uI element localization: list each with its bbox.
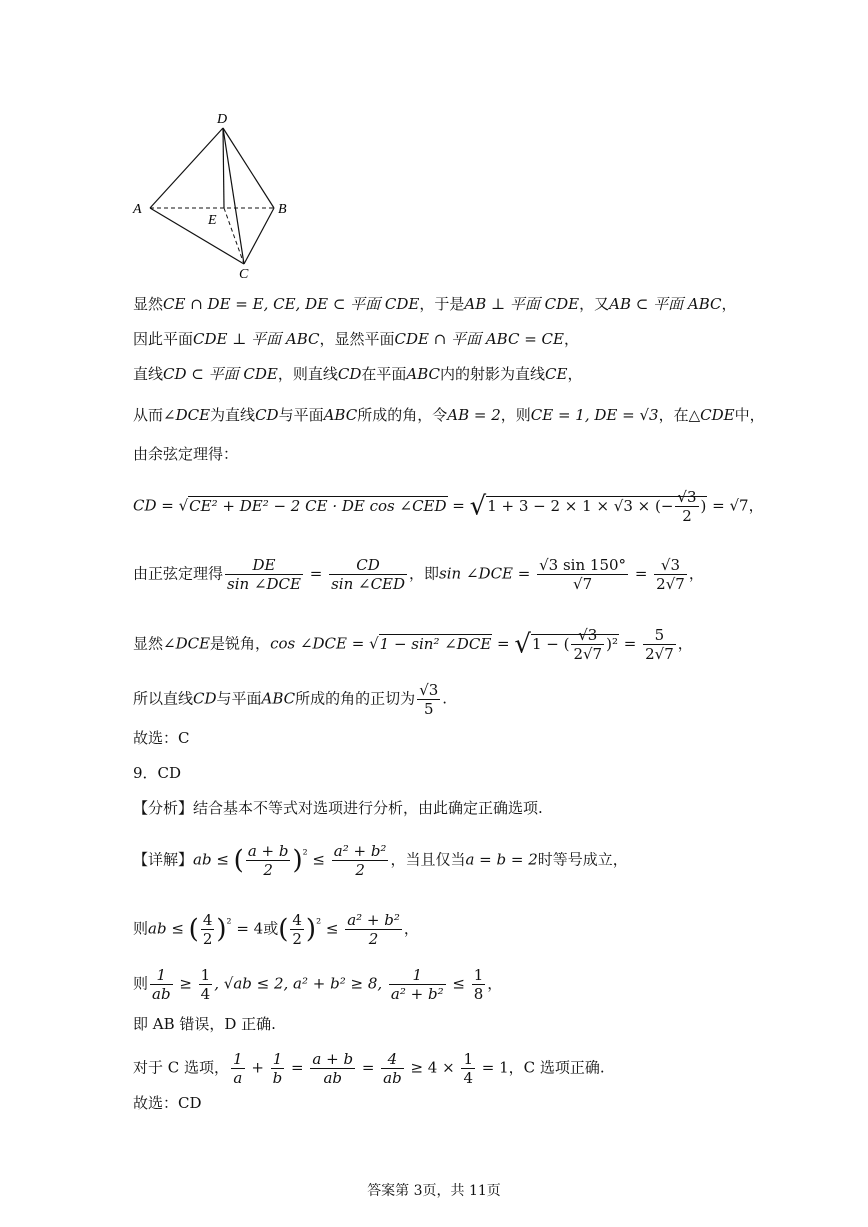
numerator: DE bbox=[225, 556, 303, 575]
t: ， bbox=[403, 919, 419, 938]
text-line-tangent bbox=[133, 681, 447, 718]
numerator: 1 bbox=[473, 966, 484, 984]
question-9-answer bbox=[133, 761, 181, 785]
exponent: ² bbox=[302, 846, 308, 862]
detail-line-2 bbox=[133, 911, 419, 948]
math: CD bbox=[255, 406, 279, 424]
denominator: a bbox=[233, 1069, 243, 1087]
label-b: B bbox=[278, 202, 287, 217]
text-line-2 bbox=[133, 327, 579, 351]
math: ∠DCE bbox=[163, 634, 211, 653]
math: )² bbox=[606, 634, 618, 653]
edge-da bbox=[150, 128, 223, 208]
edge-bc bbox=[244, 208, 274, 264]
denominator: 4 bbox=[200, 985, 211, 1003]
t: 与平面 bbox=[216, 689, 262, 708]
fraction bbox=[643, 626, 676, 663]
formula-sine bbox=[133, 556, 704, 593]
text-line-5 bbox=[133, 442, 238, 466]
t: 时等号成立， bbox=[537, 850, 628, 869]
text-line-4 bbox=[133, 403, 765, 427]
fraction bbox=[345, 911, 402, 948]
denominator: 2 bbox=[368, 930, 379, 948]
paren-right: ) bbox=[305, 914, 317, 945]
math: CE bbox=[545, 365, 568, 383]
detail-line-3 bbox=[133, 966, 502, 1003]
analysis-line bbox=[133, 796, 543, 820]
numerator: 4 bbox=[381, 1050, 404, 1069]
math: ABC bbox=[406, 365, 441, 383]
t: ，则直线 bbox=[277, 365, 338, 383]
numerator: a + b bbox=[247, 842, 289, 860]
sqrt-sign-icon: √ bbox=[514, 629, 531, 660]
denominator: 2 bbox=[202, 930, 213, 948]
t: ，则 bbox=[500, 406, 531, 424]
math: = bbox=[618, 634, 642, 653]
math: = √7， bbox=[707, 496, 764, 515]
fraction bbox=[571, 626, 604, 663]
numerator: a² + b² bbox=[333, 842, 387, 860]
edge-dc bbox=[223, 128, 244, 264]
t: ，显然平面 bbox=[319, 330, 395, 348]
fraction bbox=[310, 1050, 355, 1087]
t: ， bbox=[688, 564, 704, 583]
fraction bbox=[654, 556, 687, 593]
fraction bbox=[461, 1050, 475, 1087]
math: ≤ bbox=[307, 850, 330, 869]
denominator: 8 bbox=[473, 985, 484, 1003]
math: a = b = 2 bbox=[465, 850, 538, 869]
math: + bbox=[246, 1058, 269, 1077]
detail-line-5 bbox=[133, 1050, 605, 1087]
t: ，当且仅当 bbox=[390, 850, 466, 869]
math: 1 − sin² ∠DCE bbox=[379, 634, 492, 653]
math: CD bbox=[337, 365, 362, 383]
t: 对于 C 选项， bbox=[133, 1058, 230, 1077]
math: ∠DCE bbox=[163, 406, 211, 424]
fraction bbox=[537, 556, 628, 593]
sqrt-body bbox=[486, 488, 707, 525]
t: 是锐角， bbox=[210, 634, 271, 653]
t: ，于是 bbox=[419, 295, 465, 313]
denominator: 2 bbox=[263, 861, 273, 879]
paren-left: ( bbox=[278, 914, 289, 945]
math: CE ∩ DE = E, CE, DE ⊂ 平面 CDE bbox=[163, 295, 420, 313]
math: △CDE bbox=[688, 406, 735, 424]
fraction bbox=[271, 1050, 285, 1087]
denominator: sin ∠DCE bbox=[227, 575, 301, 593]
t: 因此平面 bbox=[133, 330, 194, 348]
fraction bbox=[329, 556, 407, 593]
t: ，又 bbox=[579, 295, 610, 313]
exponent: ² bbox=[226, 915, 232, 931]
math: ab ≤ bbox=[193, 850, 234, 869]
tetrahedron-figure bbox=[128, 106, 298, 282]
t: ， bbox=[721, 295, 737, 313]
t: 或 bbox=[263, 919, 279, 938]
numerator: 1 bbox=[233, 1050, 243, 1068]
t: ， bbox=[487, 974, 503, 993]
text-line-1 bbox=[133, 292, 737, 316]
denominator: 2 bbox=[355, 861, 365, 879]
page-footer: 答案第 3页，共 11页 bbox=[367, 1183, 501, 1199]
sqrt-sign-icon: √ bbox=[178, 496, 189, 515]
math: ab ≤ bbox=[148, 919, 189, 938]
numerator: CD bbox=[329, 556, 407, 575]
t: 所成的角，令 bbox=[357, 406, 448, 424]
math: = bbox=[357, 1058, 380, 1077]
denominator: 2√7 bbox=[656, 575, 685, 593]
math: ) bbox=[700, 496, 707, 515]
fraction bbox=[246, 842, 291, 879]
math: CE = 1, DE = √3 bbox=[530, 406, 659, 424]
math: 1 + 3 − 2 × 1 × √3 × (− bbox=[487, 496, 674, 515]
t: 即 AB 错误，D 正确. bbox=[133, 1015, 276, 1033]
math: sin ∠DCE = bbox=[439, 564, 536, 583]
numerator: √3 sin 150° bbox=[539, 556, 627, 574]
edge-db bbox=[223, 128, 274, 208]
edge-de bbox=[223, 128, 224, 208]
final-answer-line bbox=[133, 1091, 202, 1115]
t: 直线 bbox=[133, 365, 164, 383]
detail-line-4 bbox=[133, 1012, 276, 1036]
math: ≥ 4 × bbox=[405, 1058, 460, 1077]
denominator: ab bbox=[383, 1069, 402, 1087]
denominator: ab bbox=[152, 985, 171, 1003]
formula-cos bbox=[133, 626, 693, 663]
numerator: 4 bbox=[292, 911, 302, 929]
t: 9．CD bbox=[133, 764, 182, 782]
label-c: C bbox=[239, 267, 249, 282]
numerator: 1 bbox=[463, 1050, 474, 1068]
math: = bbox=[492, 634, 515, 653]
fraction bbox=[150, 966, 173, 1003]
math: AB ⊂ 平面 ABC bbox=[609, 295, 722, 313]
t: 故选：C bbox=[133, 729, 190, 747]
math: CD bbox=[193, 689, 217, 708]
denominator: √7 bbox=[573, 575, 593, 593]
math: 1 − ( bbox=[531, 634, 570, 653]
detail-line-1 bbox=[133, 842, 628, 879]
numerator: √3 bbox=[654, 556, 687, 575]
t: ，C 选项正确. bbox=[508, 1058, 605, 1077]
math: ABC bbox=[323, 406, 358, 424]
t: 由余弦定理得： bbox=[133, 445, 239, 463]
t: 所以直线 bbox=[133, 689, 194, 708]
numerator: 1 bbox=[271, 1050, 285, 1069]
t: 在平面 bbox=[361, 365, 407, 383]
denominator: ab bbox=[323, 1069, 342, 1087]
math: AB ⊥ 平面 CDE bbox=[464, 295, 580, 313]
paren-left: ( bbox=[188, 914, 199, 945]
math: = bbox=[630, 564, 653, 583]
denominator: 2√7 bbox=[573, 645, 603, 663]
t: ，即 bbox=[409, 564, 440, 583]
fraction bbox=[417, 681, 440, 718]
t: ， bbox=[567, 365, 583, 383]
t: ， bbox=[563, 330, 579, 348]
numerator: √3 bbox=[419, 681, 439, 699]
t: 显然 bbox=[133, 295, 164, 313]
t: ， bbox=[677, 634, 693, 653]
t: 与平面 bbox=[278, 406, 324, 424]
denominator: a² + b² bbox=[390, 985, 444, 1003]
math: cos ∠DCE = bbox=[270, 634, 370, 653]
edge-ac bbox=[150, 208, 244, 264]
analysis-tag: 【分析】 bbox=[133, 799, 194, 817]
formula-cosine bbox=[133, 488, 764, 525]
label-a: A bbox=[133, 202, 142, 217]
math: CDE ⊥ 平面 ABC bbox=[193, 330, 320, 348]
math: = 1 bbox=[477, 1058, 509, 1077]
denominator: 4 bbox=[463, 1069, 474, 1087]
answer-line-8 bbox=[133, 726, 189, 750]
fraction bbox=[199, 966, 213, 1003]
math: ≥ bbox=[174, 974, 197, 993]
t: ，在 bbox=[658, 406, 689, 424]
sqrt-sign-icon: √ bbox=[469, 491, 487, 522]
math: CDE ∩ 平面 ABC = CE bbox=[394, 330, 564, 348]
sqrt-sign-icon: √ bbox=[369, 634, 379, 653]
math: = bbox=[304, 564, 328, 583]
exponent: ² bbox=[316, 915, 322, 931]
math: CD = bbox=[133, 496, 179, 515]
math: = bbox=[447, 496, 470, 515]
numerator: a² + b² bbox=[347, 911, 400, 929]
numerator: 4 bbox=[202, 911, 213, 929]
math: ≤ bbox=[321, 919, 344, 938]
t: 故选：CD bbox=[133, 1094, 202, 1112]
denominator: 2√7 bbox=[645, 645, 674, 663]
text-line-3 bbox=[133, 362, 583, 386]
t: 为直线 bbox=[210, 406, 256, 424]
fraction bbox=[201, 911, 215, 948]
numerator: 1 bbox=[200, 966, 211, 984]
t: 由正弦定理得 bbox=[133, 564, 224, 583]
fraction bbox=[675, 488, 698, 525]
denominator: 2 bbox=[682, 507, 692, 525]
paren-right: ) bbox=[216, 914, 227, 945]
t: 内的射影为直线 bbox=[440, 365, 546, 383]
t: 则 bbox=[133, 974, 149, 993]
t: 显然 bbox=[133, 634, 164, 653]
numerator: a + b bbox=[312, 1050, 354, 1068]
math: CE² + DE² − 2 CE · DE cos ∠CED bbox=[189, 496, 447, 515]
fraction bbox=[381, 1050, 404, 1087]
numerator: 1 bbox=[150, 966, 173, 985]
sqrt-body bbox=[531, 626, 619, 663]
fraction bbox=[472, 966, 486, 1003]
t: 结合基本不等式对选项进行分析，由此确定正确选项. bbox=[193, 799, 543, 817]
t: . bbox=[442, 689, 448, 708]
math: CD ⊂ 平面 CDE bbox=[163, 365, 278, 383]
fraction bbox=[389, 966, 446, 1003]
math: AB = 2 bbox=[447, 406, 501, 424]
math: = bbox=[286, 1058, 309, 1077]
detail-tag: 【详解】 bbox=[133, 850, 194, 869]
t: 从而 bbox=[133, 406, 164, 424]
numerator: √3 bbox=[571, 626, 604, 645]
math: ABC bbox=[261, 689, 296, 708]
math: , √ab ≤ 2, a² + b² ≥ 8, bbox=[214, 974, 387, 993]
numerator: √3 bbox=[677, 488, 697, 506]
fraction bbox=[290, 911, 304, 948]
numerator: 1 bbox=[389, 966, 446, 985]
paren-right: ) bbox=[292, 845, 303, 876]
fraction bbox=[231, 1050, 245, 1087]
label-e: E bbox=[208, 213, 217, 228]
t: 所成的角的正切为 bbox=[295, 689, 416, 708]
math: = 4 bbox=[231, 919, 264, 938]
edge-ce-dashed bbox=[224, 208, 244, 264]
paren-left: ( bbox=[233, 845, 244, 876]
label-d: D bbox=[217, 112, 228, 127]
denominator: sin ∠CED bbox=[331, 575, 406, 593]
t: 中， bbox=[734, 406, 765, 424]
t: 则 bbox=[133, 919, 149, 938]
fraction bbox=[332, 842, 389, 879]
denominator: 2 bbox=[292, 930, 302, 948]
fraction bbox=[225, 556, 303, 593]
numerator: 5 bbox=[643, 626, 676, 645]
denominator: 5 bbox=[423, 700, 434, 718]
math: ≤ bbox=[447, 974, 470, 993]
denominator: b bbox=[272, 1069, 283, 1087]
